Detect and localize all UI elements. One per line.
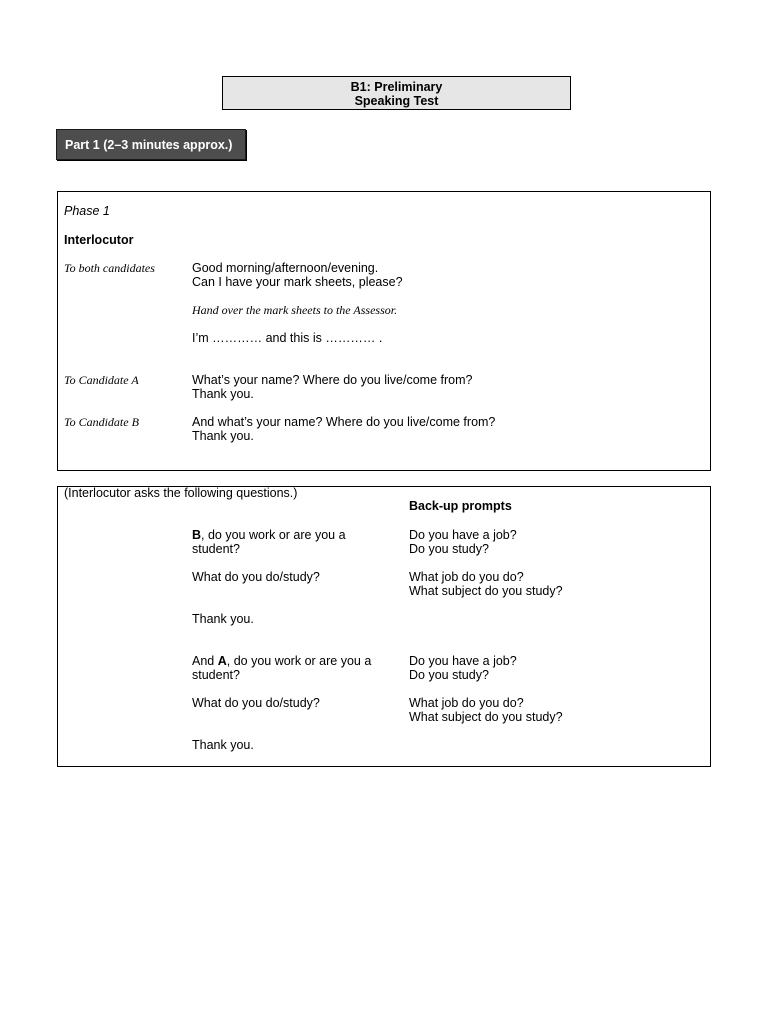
question-b-do-study: What do you do/study? [192, 570, 320, 584]
question-b-student: student? [192, 542, 240, 556]
question-b-work-study [192, 528, 346, 542]
phase1-box [57, 191, 711, 471]
backup-a-study: Do you study? [409, 668, 489, 682]
candidate-b-thanks: Thank you. [192, 429, 254, 443]
backup-b-which-subject: What subject do you study? [409, 584, 563, 598]
test-title-line2: Speaking Test [354, 94, 439, 108]
backup-prompts-header: Back-up prompts [409, 499, 512, 513]
backup-a-which-job: What job do you do? [409, 696, 524, 710]
candidate-b-question: And what’s your name? Where do you live/come from? [192, 415, 496, 429]
part-label: Part 1 (2–3 minutes approx.) [56, 129, 246, 160]
candidate-b-letter: B [192, 528, 202, 542]
backup-b-study: Do you study? [409, 542, 489, 556]
thanks-b: Thank you. [192, 612, 254, 626]
candidate-a-question: What’s your name? Where do you live/come from? [192, 373, 473, 387]
question-a-work-study [192, 654, 371, 668]
instruction-hand-over: Hand over the mark sheets to the Assessor. [192, 303, 398, 317]
question-a-student: student? [192, 668, 240, 682]
test-title-box [222, 76, 571, 110]
greeting-line: Good morning/afternoon/evening. [192, 261, 379, 275]
backup-b-which-job: What job do you do? [409, 570, 524, 584]
direction-both-candidates: To both candidates [64, 261, 155, 275]
backup-a-which-subject: What subject do you study? [409, 710, 563, 724]
test-title-line1: B1: Preliminary [350, 80, 443, 94]
phase-label: Phase 1 [64, 204, 110, 218]
questions-intro: (Interlocutor asks the following questions.) [64, 486, 298, 500]
question-a-do-study: What do you do/study? [192, 696, 320, 710]
question-a-prefix: And [192, 654, 218, 668]
candidate-a-thanks: Thank you. [192, 387, 254, 401]
candidate-a-letter: A [217, 654, 227, 668]
backup-b-job: Do you have a job? [409, 528, 517, 542]
mark-sheets-line: Can I have your mark sheets, please? [192, 275, 403, 289]
questions-box [57, 486, 711, 767]
backup-a-job: Do you have a job? [409, 654, 517, 668]
thanks-a: Thank you. [192, 738, 254, 752]
introduction-line: I’m ………… and this is ………… . [192, 331, 383, 345]
role-label: Interlocutor [64, 233, 134, 247]
question-b-work-study-text: , do you work or are you a [201, 528, 346, 542]
question-a-work-study-text: , do you work or are you a [226, 654, 372, 668]
direction-candidate-a: To Candidate A [64, 373, 139, 387]
direction-candidate-b: To Candidate B [64, 415, 139, 429]
